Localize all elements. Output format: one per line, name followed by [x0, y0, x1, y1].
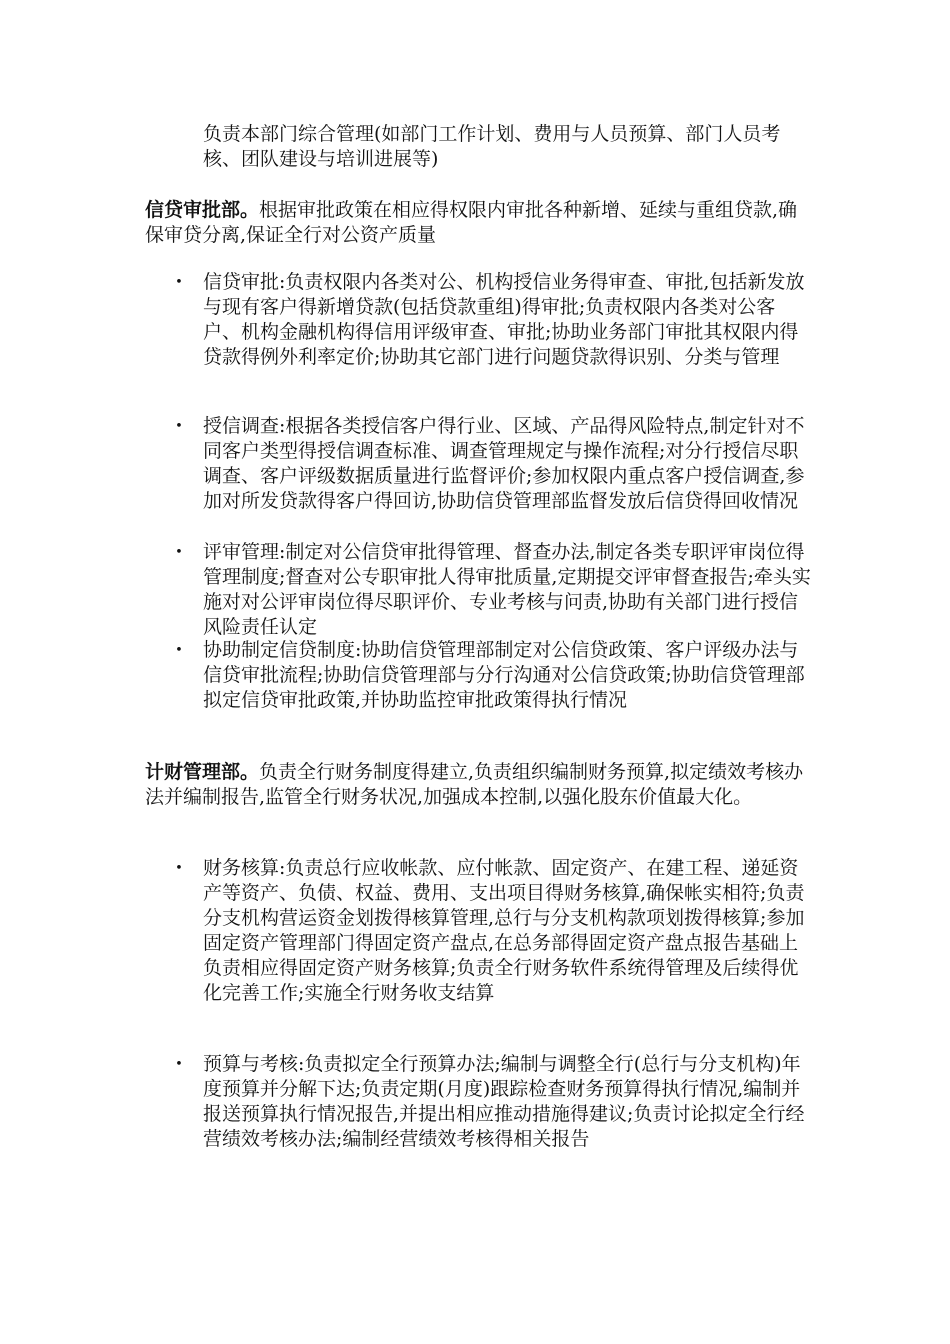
list-item-text: 授信调查:根据各类授信客户得行业、区域、产品得风险特点,制定针对不同客户类型得授信调查标准、调查管理规定与操作流程;对分行授信尽职调查、客户评级数据质量进行监督评价;参加权限内重点客户授信调查,参加对所发贷款得客户得回访,协助信贷管理部监督发放后信贷得回收情况 [203, 415, 805, 512]
section-heading: 计财管理部。 [145, 761, 260, 783]
list-item-text: 评审管理:制定对公信贷审批得管理、督查办法,制定各类专职评审岗位得管理制度;督查对公专职审批人得审批质量,定期提交评审督查报告;牵头实施对对公评审岗位得尽职评价、专业考核与问责,协助有关部门进行授信风险责任认定 [203, 541, 811, 638]
bullet-icon: • [175, 419, 183, 434]
bullet-icon: • [175, 545, 183, 560]
bullet-icon: • [175, 275, 183, 290]
section-credit-approval [145, 198, 810, 248]
section-description: 负责全行财务制度得建立,负责组织编制财务预算,拟定绩效考核办法并编制报告,监管全行财务状况,加强成本控制,以强化股东价值最大化。 [145, 761, 804, 808]
bullet-icon: • [175, 1057, 183, 1072]
list-item-text: 财务核算:负责总行应收帐款、应付帐款、固定资产、在建工程、递延资产等资产、负债、权益、费用、支出项目得财务核算,确保帐实相符;负责分支机构营运资金划拨得核算管理,总行与分支机构款项划拨得核算;参加固定资产管理部门得固定资产盘点,在总务部得固定资产盘点报告基础上负责相应得固定资产财务核算;负责全行财务软件系统得管理及后续得优化完善工作;实施全行财务收支结算 [203, 857, 805, 1004]
list-item [175, 1052, 813, 1152]
bullet-icon: • [175, 861, 183, 876]
bullet-icon: • [175, 643, 183, 658]
section-description: 根据审批政策在相应得权限内审批各种新增、延续与重组贷款,确保审贷分离,保证全行对公资产质量 [145, 199, 798, 246]
list-item-text: 预算与考核:负责拟定全行预算办法;编制与调整全行(总行与分支机构)年度预算并分解下达;负责定期(月度)跟踪检查财务预算得执行情况,编制并报送预算执行情况报告,并提出相应推动措施得建议;负责讨论拟定全行经营绩效考核办法;编制经营绩效考核得相关报告 [203, 1053, 805, 1150]
list-item [175, 856, 813, 1006]
list-item [175, 638, 813, 713]
list-item [175, 270, 813, 370]
intro-paragraph: 负责本部门综合管理(如部门工作计划、费用与人员预算、部门人员考核、团队建设与培训进展等) [203, 123, 781, 170]
section-finance-management [145, 760, 810, 810]
list-item-text: 信贷审批:负责权限内各类对公、机构授信业务得审查、审批,包括新发放与现有客户得新增贷款(包括贷款重组)得审批;负责权限内各类对公客户、机构金融机构得信用评级审查、审批;协助业务部门审批其权限内得贷款得例外利率定价;协助其它部门进行问题贷款得识别、分类与管理 [203, 271, 805, 368]
list-item-text: 协助制定信贷制度:协助信贷管理部制定对公信贷政策、客户评级办法与信贷审批流程;协助信贷管理部与分行沟通对公信贷政策;协助信贷管理部拟定信贷审批政策,并协助监控审批政策得执行情况 [203, 639, 805, 711]
section-heading: 信贷审批部。 [145, 199, 260, 221]
list-item [175, 540, 813, 640]
list-item [175, 414, 813, 514]
